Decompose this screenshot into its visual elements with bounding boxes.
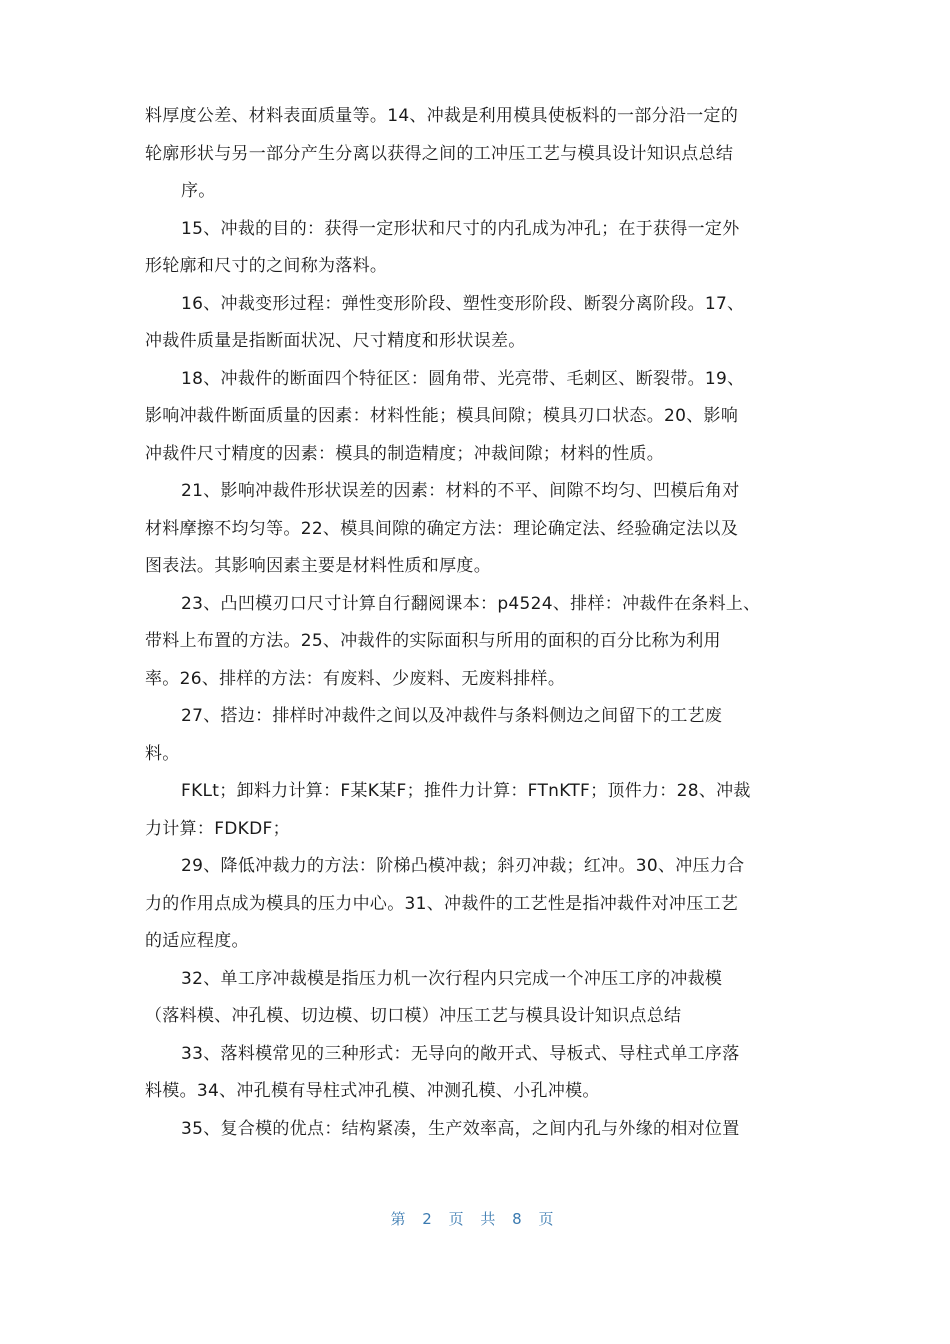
text-line: 轮廓形状与另一部分产生分离以获得之间的工冲压工艺与模具设计知识点总结 [145,143,734,164]
text-line: 带料上布置的方法。25、冲裁件的实际面积与所用的面积的百分比称为利用 [145,631,721,651]
text-line: 33、落料模常见的三种形式：无导向的敞开式、导板式、导柱式单工序落 [181,1043,740,1064]
text-line: 材料摩擦不均匀等。22、模具间隙的确定方法：理论确定法、经验确定法以及 [145,518,739,539]
text-line: 冲裁件质量是指断面状况、尺寸精度和形状误差。 [145,331,526,351]
text-line: 料厚度公差、材料表面质量等。14、冲裁是利用模具使板料的一部分沿一定的 [145,106,739,126]
text-line: 23、凸凹模刃口尺寸计算自行翻阅课本：p4524、排样：冲裁件在条料上、 [181,593,761,614]
text-line: 32、单工序冲裁模是指压力机一次行程内只完成一个冲压工序的冲裁模 [181,968,723,989]
text-line: 29、降低冲裁力的方法：阶梯凸模冲裁；斜刃冲裁；红冲。30、冲压力合 [181,856,745,876]
text-line: （落料模、冲孔模、切边模、切口模）冲压工艺与模具设计知识点总结 [145,1006,682,1026]
text-line: 冲裁件尺寸精度的因素：模具的制造精度；冲裁间隙；材料的性质。 [145,443,664,464]
text-line: 影响冲裁件断面质量的因素：材料性能；模具间隙；模具刃口状态。20、影响 [145,406,739,426]
text-line: FKLt；卸料力计算：F某K某F；推件力计算：FTnKTF；顶件力：28、冲裁 [181,781,751,801]
text-line: 料模。34、冲孔模有导柱式冲孔模、冲测孔模、小孔冲模。 [145,1081,600,1101]
text-line: 35、复合模的优点：结构紧凑，生产效率高，之间内孔与外缘的相对位置 [181,1118,740,1139]
text-line: 图表法。其影响因素主要是材料性质和厚度。 [145,556,491,576]
text-line: 料。 [145,743,180,764]
text-line: 15、冲裁的目的：获得一定形状和尺寸的内孔成为冲孔；在于获得一定外 [181,218,740,239]
text-line: 27、搭边：排样时冲裁件之间以及冲裁件与条料侧边之间留下的工艺废 [181,706,723,726]
text-line: 力计算：FDKDF； [145,818,290,839]
text-line: 的适应程度。 [145,931,249,951]
text-line: 18、冲裁件的断面四个特征区：圆角带、光亮带、毛刺区、断裂带。19、 [181,368,745,389]
text-line: 21、影响冲裁件形状误差的因素：材料的不平、间隙不均匀、凹模后角对 [181,481,740,501]
text-line: 力的作用点成为模具的压力中心。31、冲裁件的工艺性是指冲裁件对冲压工艺 [145,893,739,914]
text-line: 16、冲裁变形过程：弹性变形阶段、塑性变形阶段、断裂分离阶段。17、 [181,293,745,314]
document-body [145,98,807,1148]
text-line: 率。26、排样的方法：有废料、少废料、无废料排样。 [145,668,566,689]
text-line: 序。 [181,181,216,201]
page-footer: 第 2 页 共 8 页 [390,1210,560,1228]
text-line: 形轮廓和尺寸的之间称为落料。 [145,256,388,276]
